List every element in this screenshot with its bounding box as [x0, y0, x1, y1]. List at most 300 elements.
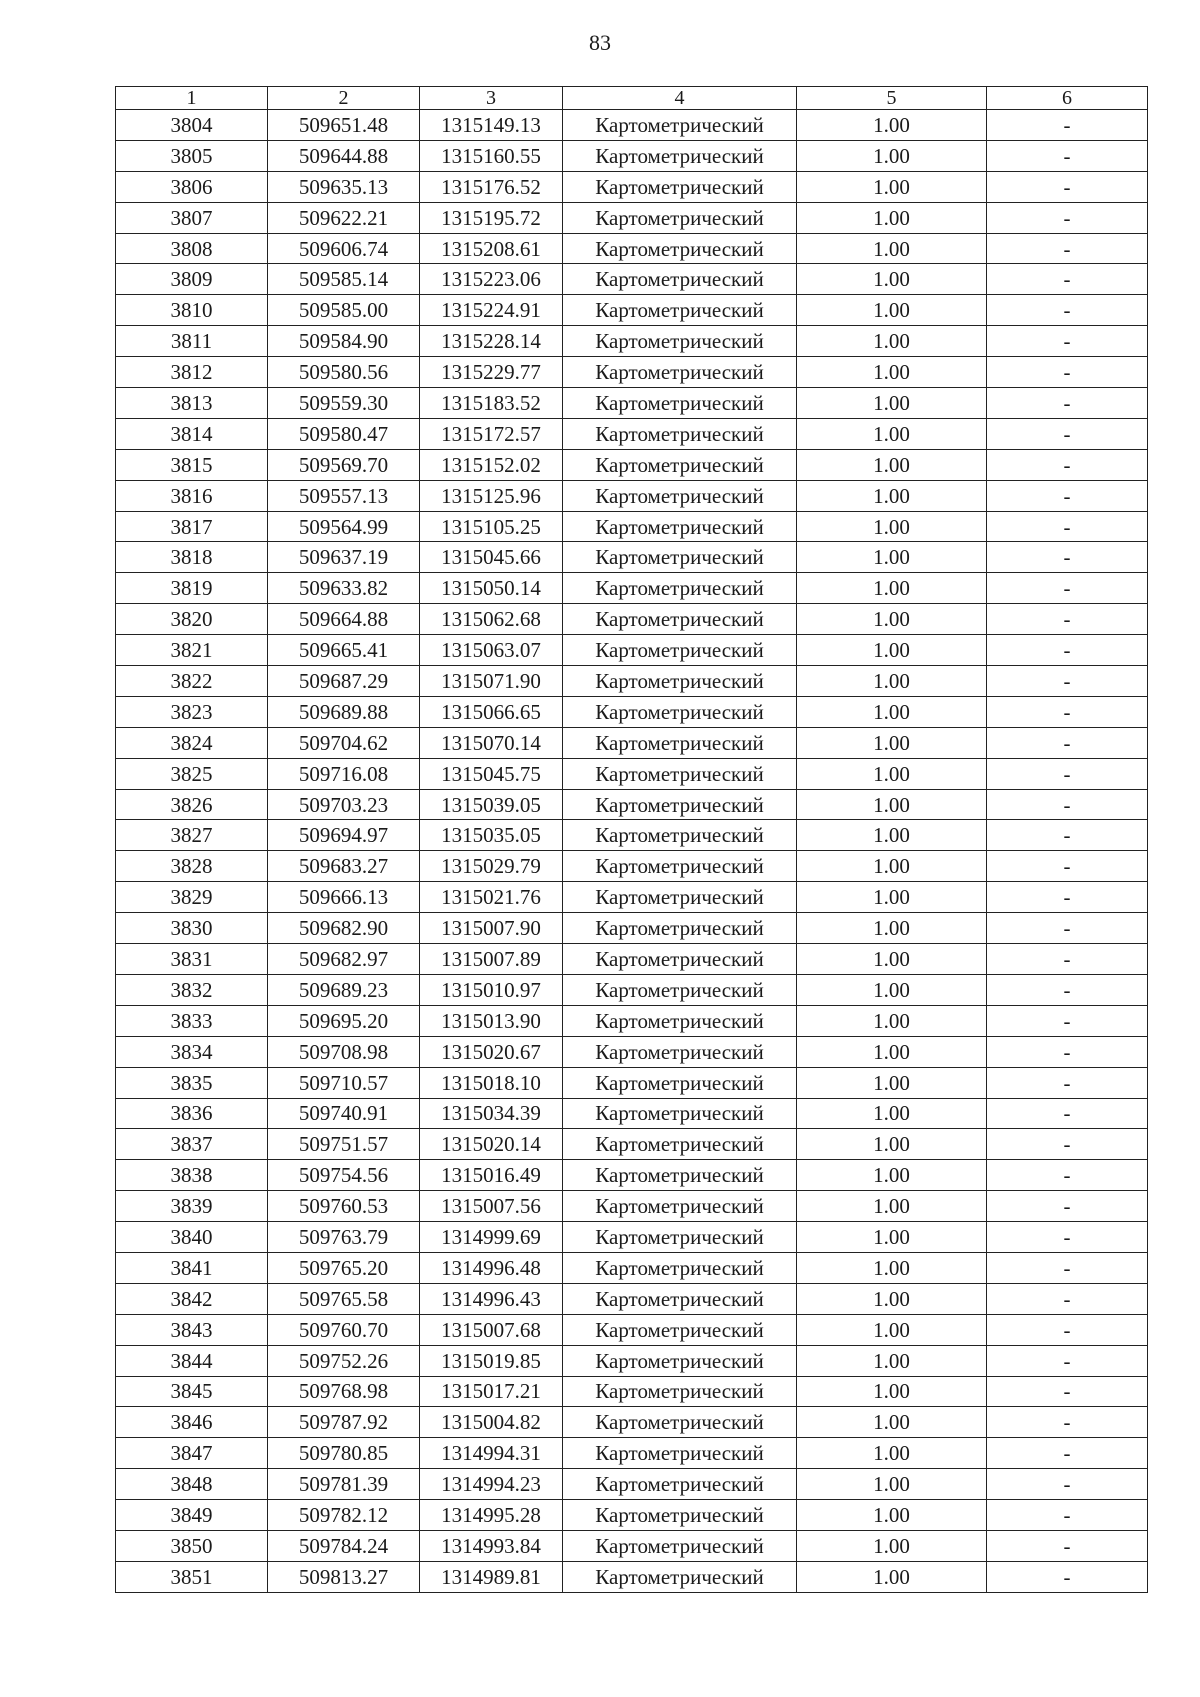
- table-cell: 1.00: [797, 913, 987, 944]
- table-cell: 1.00: [797, 1036, 987, 1067]
- table-cell: 509765.58: [268, 1283, 420, 1314]
- table-cell: 1315007.68: [420, 1314, 563, 1345]
- table-cell: 3807: [116, 202, 268, 233]
- table-cell: 3810: [116, 295, 268, 326]
- table-cell: 3850: [116, 1530, 268, 1561]
- table-cell: 509781.39: [268, 1469, 420, 1500]
- table-cell: 3817: [116, 511, 268, 542]
- table-cell: 1315176.52: [420, 171, 563, 202]
- table-body: [116, 110, 1148, 1593]
- table-cell: -: [987, 418, 1148, 449]
- table-cell: 1315017.21: [420, 1376, 563, 1407]
- table-cell: -: [987, 449, 1148, 480]
- table-cell: -: [987, 1345, 1148, 1376]
- table-cell: -: [987, 171, 1148, 202]
- table-cell: 3828: [116, 851, 268, 882]
- table-cell: 509787.92: [268, 1407, 420, 1438]
- table-cell: 1315149.13: [420, 110, 563, 141]
- table-cell: Картометрический: [563, 974, 797, 1005]
- table-cell: -: [987, 1036, 1148, 1067]
- table-cell: 1315034.39: [420, 1098, 563, 1129]
- table-cell: 1315229.77: [420, 357, 563, 388]
- table-cell: Картометрический: [563, 944, 797, 975]
- table-cell: Картометрический: [563, 1191, 797, 1222]
- table-cell: 3814: [116, 418, 268, 449]
- table-cell: -: [987, 1283, 1148, 1314]
- table-cell: 1.00: [797, 511, 987, 542]
- table-cell: Картометрический: [563, 1469, 797, 1500]
- table-cell: Картометрический: [563, 1160, 797, 1191]
- table-cell: Картометрический: [563, 1500, 797, 1531]
- table-cell: 1.00: [797, 449, 987, 480]
- table-cell: -: [987, 758, 1148, 789]
- table-cell: 1.00: [797, 1283, 987, 1314]
- table-cell: 3809: [116, 264, 268, 295]
- table-cell: 509580.56: [268, 357, 420, 388]
- table-cell: 1315013.90: [420, 1005, 563, 1036]
- table-cell: -: [987, 851, 1148, 882]
- table-cell: 509559.30: [268, 388, 420, 419]
- table-cell: 509760.53: [268, 1191, 420, 1222]
- table-cell: 3834: [116, 1036, 268, 1067]
- table-cell: 1.00: [797, 1469, 987, 1500]
- table-row: [116, 696, 1148, 727]
- table-cell: 3819: [116, 573, 268, 604]
- table-cell: Картометрический: [563, 635, 797, 666]
- table-cell: 3845: [116, 1376, 268, 1407]
- table-cell: 1.00: [797, 1500, 987, 1531]
- table-cell: -: [987, 264, 1148, 295]
- table-cell: 509682.90: [268, 913, 420, 944]
- table-cell: 1315020.67: [420, 1036, 563, 1067]
- table-cell: 1315021.76: [420, 882, 563, 913]
- table-row: [116, 1129, 1148, 1160]
- table-cell: 1315224.91: [420, 295, 563, 326]
- table-cell: 1.00: [797, 388, 987, 419]
- table-cell: 1315172.57: [420, 418, 563, 449]
- table-cell: Картометрический: [563, 1376, 797, 1407]
- table-cell: Картометрический: [563, 511, 797, 542]
- table-cell: 1314994.23: [420, 1469, 563, 1500]
- table-cell: 509664.88: [268, 604, 420, 635]
- table-row: [116, 604, 1148, 635]
- table-cell: 3806: [116, 171, 268, 202]
- table-cell: Картометрический: [563, 1283, 797, 1314]
- table-cell: Картометрический: [563, 1036, 797, 1067]
- table-cell: 1.00: [797, 1222, 987, 1253]
- table-cell: 1.00: [797, 1407, 987, 1438]
- table-cell: 1.00: [797, 1067, 987, 1098]
- table-cell: 3843: [116, 1314, 268, 1345]
- table-cell: -: [987, 696, 1148, 727]
- table-cell: 1.00: [797, 1438, 987, 1469]
- table-cell: -: [987, 1530, 1148, 1561]
- table-cell: -: [987, 1376, 1148, 1407]
- table-cell: Картометрический: [563, 418, 797, 449]
- table-cell: 1315070.14: [420, 727, 563, 758]
- table-cell: -: [987, 1438, 1148, 1469]
- table-row: [116, 666, 1148, 697]
- table-cell: Картометрический: [563, 357, 797, 388]
- page-number: 83: [589, 30, 611, 55]
- table-cell: Картометрический: [563, 233, 797, 264]
- header-row: [116, 87, 1148, 110]
- table-row: [116, 1376, 1148, 1407]
- table-cell: 3816: [116, 480, 268, 511]
- table-cell: 3841: [116, 1252, 268, 1283]
- table-cell: 3823: [116, 696, 268, 727]
- table-cell: 1.00: [797, 573, 987, 604]
- table-row: [116, 110, 1148, 141]
- table-row: [116, 1283, 1148, 1314]
- table-cell: 1315007.90: [420, 913, 563, 944]
- table-row: [116, 449, 1148, 480]
- table-cell: -: [987, 140, 1148, 171]
- table-cell: 1.00: [797, 666, 987, 697]
- table-cell: Картометрический: [563, 480, 797, 511]
- table-cell: 3830: [116, 913, 268, 944]
- table-cell: Картометрический: [563, 171, 797, 202]
- table-cell: 509644.88: [268, 140, 420, 171]
- table-row: [116, 1160, 1148, 1191]
- table-cell: -: [987, 1191, 1148, 1222]
- table-cell: Картометрический: [563, 326, 797, 357]
- table-cell: 1.00: [797, 542, 987, 573]
- table-cell: 1315020.14: [420, 1129, 563, 1160]
- table-cell: Картометрический: [563, 1438, 797, 1469]
- table-row: [116, 1530, 1148, 1561]
- table-cell: 509784.24: [268, 1530, 420, 1561]
- table-cell: -: [987, 1222, 1148, 1253]
- table-row: [116, 1407, 1148, 1438]
- table-cell: 3838: [116, 1160, 268, 1191]
- table-cell: 1.00: [797, 727, 987, 758]
- table-row: [116, 1191, 1148, 1222]
- table-cell: 3815: [116, 449, 268, 480]
- table-cell: -: [987, 388, 1148, 419]
- table-cell: Картометрический: [563, 295, 797, 326]
- table-row: [116, 1314, 1148, 1345]
- table-cell: 509763.79: [268, 1222, 420, 1253]
- table-cell: Картометрический: [563, 1098, 797, 1129]
- table-row: [116, 1500, 1148, 1531]
- table-cell: 3825: [116, 758, 268, 789]
- table-cell: 3811: [116, 326, 268, 357]
- table-cell: 509569.70: [268, 449, 420, 480]
- table-cell: 509740.91: [268, 1098, 420, 1129]
- table-cell: 509782.12: [268, 1500, 420, 1531]
- table-cell: 509585.14: [268, 264, 420, 295]
- table-cell: -: [987, 1067, 1148, 1098]
- table-cell: 1315004.82: [420, 1407, 563, 1438]
- table-cell: 1.00: [797, 1252, 987, 1283]
- table-cell: 3837: [116, 1129, 268, 1160]
- table-cell: 1315062.68: [420, 604, 563, 635]
- column-header: 5: [797, 87, 987, 110]
- table-cell: 1314993.84: [420, 1530, 563, 1561]
- table-cell: 3839: [116, 1191, 268, 1222]
- table-cell: 1315183.52: [420, 388, 563, 419]
- table-cell: 509689.23: [268, 974, 420, 1005]
- table-cell: -: [987, 604, 1148, 635]
- table-cell: -: [987, 511, 1148, 542]
- table-row: [116, 758, 1148, 789]
- table-cell: 509666.13: [268, 882, 420, 913]
- table-cell: 1.00: [797, 789, 987, 820]
- table-cell: 3840: [116, 1222, 268, 1253]
- table-cell: -: [987, 1005, 1148, 1036]
- table-cell: -: [987, 542, 1148, 573]
- table-cell: Картометрический: [563, 727, 797, 758]
- table-cell: 1315029.79: [420, 851, 563, 882]
- table-cell: Картометрический: [563, 789, 797, 820]
- table-cell: 1.00: [797, 418, 987, 449]
- table-row: [116, 202, 1148, 233]
- table-cell: Картометрический: [563, 1067, 797, 1098]
- table-cell: 3829: [116, 882, 268, 913]
- table-row: [116, 1222, 1148, 1253]
- table-cell: 509704.62: [268, 727, 420, 758]
- table-row: [116, 295, 1148, 326]
- table-cell: Картометрический: [563, 542, 797, 573]
- table-row: [116, 233, 1148, 264]
- table-header: [116, 87, 1148, 110]
- table-cell: 1315066.65: [420, 696, 563, 727]
- table-row: [116, 326, 1148, 357]
- table-cell: Картометрический: [563, 820, 797, 851]
- table-cell: 1.00: [797, 604, 987, 635]
- table-cell: 509768.98: [268, 1376, 420, 1407]
- table-cell: -: [987, 202, 1148, 233]
- table-cell: 1.00: [797, 1191, 987, 1222]
- table-cell: 3846: [116, 1407, 268, 1438]
- table-cell: 3826: [116, 789, 268, 820]
- table-cell: 1314989.81: [420, 1561, 563, 1592]
- table-cell: 1.00: [797, 1005, 987, 1036]
- table-cell: 3820: [116, 604, 268, 635]
- table-cell: 1.00: [797, 171, 987, 202]
- table-row: [116, 882, 1148, 913]
- table-row: [116, 1098, 1148, 1129]
- table-row: [116, 1005, 1148, 1036]
- table-cell: 3813: [116, 388, 268, 419]
- table-cell: 509754.56: [268, 1160, 420, 1191]
- table-cell: 1.00: [797, 1160, 987, 1191]
- table-cell: -: [987, 974, 1148, 1005]
- table-cell: 3832: [116, 974, 268, 1005]
- table-cell: -: [987, 1098, 1148, 1129]
- table-cell: 1.00: [797, 233, 987, 264]
- table-cell: 1.00: [797, 202, 987, 233]
- table-row: [116, 1036, 1148, 1067]
- table-cell: -: [987, 1160, 1148, 1191]
- table-cell: Картометрический: [563, 604, 797, 635]
- table-cell: Картометрический: [563, 851, 797, 882]
- table-cell: 1.00: [797, 357, 987, 388]
- table-row: [116, 820, 1148, 851]
- table-row: [116, 388, 1148, 419]
- table-cell: Картометрический: [563, 449, 797, 480]
- table-cell: 509760.70: [268, 1314, 420, 1345]
- table-cell: -: [987, 789, 1148, 820]
- table-cell: Картометрический: [563, 1530, 797, 1561]
- table-cell: 509813.27: [268, 1561, 420, 1592]
- table-cell: 3821: [116, 635, 268, 666]
- table-cell: 3804: [116, 110, 268, 141]
- table-cell: 1.00: [797, 1129, 987, 1160]
- table-cell: 1.00: [797, 295, 987, 326]
- table-cell: -: [987, 480, 1148, 511]
- column-header: 3: [420, 87, 563, 110]
- table-cell: 1315039.05: [420, 789, 563, 820]
- table-cell: 1.00: [797, 882, 987, 913]
- table-cell: 1.00: [797, 1376, 987, 1407]
- table-cell: 1315105.25: [420, 511, 563, 542]
- table-cell: -: [987, 1314, 1148, 1345]
- table-cell: 1314995.28: [420, 1500, 563, 1531]
- table-cell: 1315035.05: [420, 820, 563, 851]
- table-cell: 3831: [116, 944, 268, 975]
- table-cell: 1.00: [797, 110, 987, 141]
- table-cell: -: [987, 1407, 1148, 1438]
- table-cell: 509682.97: [268, 944, 420, 975]
- table-row: [116, 727, 1148, 758]
- table-cell: -: [987, 1129, 1148, 1160]
- table-cell: 3836: [116, 1098, 268, 1129]
- table-cell: -: [987, 233, 1148, 264]
- table-cell: -: [987, 1469, 1148, 1500]
- table-cell: -: [987, 1252, 1148, 1283]
- table-cell: 1.00: [797, 1098, 987, 1129]
- table-row: [116, 789, 1148, 820]
- table-cell: 1315007.89: [420, 944, 563, 975]
- table-cell: 509716.08: [268, 758, 420, 789]
- table-cell: 1315010.97: [420, 974, 563, 1005]
- table-cell: 509584.90: [268, 326, 420, 357]
- table-cell: 1315018.10: [420, 1067, 563, 1098]
- table-row: [116, 171, 1148, 202]
- table-row: [116, 1561, 1148, 1592]
- table-cell: -: [987, 357, 1148, 388]
- table-cell: Картометрический: [563, 388, 797, 419]
- table-cell: 1.00: [797, 140, 987, 171]
- table-row: [116, 1252, 1148, 1283]
- table-cell: 509710.57: [268, 1067, 420, 1098]
- table-cell: 1.00: [797, 696, 987, 727]
- table-cell: -: [987, 1561, 1148, 1592]
- table-cell: 1.00: [797, 851, 987, 882]
- table-cell: -: [987, 295, 1148, 326]
- table-cell: Картометрический: [563, 140, 797, 171]
- table-cell: -: [987, 326, 1148, 357]
- table-cell: -: [987, 882, 1148, 913]
- table-cell: 509564.99: [268, 511, 420, 542]
- table-cell: -: [987, 666, 1148, 697]
- table-cell: 509708.98: [268, 1036, 420, 1067]
- table-cell: 1315071.90: [420, 666, 563, 697]
- table-row: [116, 635, 1148, 666]
- table-cell: 1315152.02: [420, 449, 563, 480]
- table-cell: 1.00: [797, 1345, 987, 1376]
- table-cell: 3827: [116, 820, 268, 851]
- table-cell: Картометрический: [563, 1345, 797, 1376]
- table-cell: 3805: [116, 140, 268, 171]
- table-row: [116, 851, 1148, 882]
- table-cell: 1315228.14: [420, 326, 563, 357]
- table-row: [116, 944, 1148, 975]
- table-cell: 509633.82: [268, 573, 420, 604]
- table-row: [116, 1345, 1148, 1376]
- table-cell: Картометрический: [563, 1252, 797, 1283]
- table-row: [116, 1067, 1148, 1098]
- table-cell: -: [987, 944, 1148, 975]
- table-cell: 509635.13: [268, 171, 420, 202]
- table-cell: 1314999.69: [420, 1222, 563, 1253]
- table-cell: 509606.74: [268, 233, 420, 264]
- table-cell: 3822: [116, 666, 268, 697]
- table-cell: 1315125.96: [420, 480, 563, 511]
- table-cell: 509622.21: [268, 202, 420, 233]
- table-cell: 509557.13: [268, 480, 420, 511]
- coordinates-table: [115, 86, 1148, 1593]
- table-cell: Картометрический: [563, 1222, 797, 1253]
- table-cell: 1.00: [797, 326, 987, 357]
- table-cell: 1315050.14: [420, 573, 563, 604]
- table-cell: -: [987, 635, 1148, 666]
- table-cell: 509752.26: [268, 1345, 420, 1376]
- table-cell: 1315160.55: [420, 140, 563, 171]
- table-cell: 509695.20: [268, 1005, 420, 1036]
- table-cell: 1315007.56: [420, 1191, 563, 1222]
- column-header: 4: [563, 87, 797, 110]
- table-cell: 1.00: [797, 820, 987, 851]
- table-cell: 509703.23: [268, 789, 420, 820]
- table-row: [116, 264, 1148, 295]
- table-cell: 3824: [116, 727, 268, 758]
- table-cell: 3818: [116, 542, 268, 573]
- column-header: 1: [116, 87, 268, 110]
- table-cell: Картометрический: [563, 1407, 797, 1438]
- table-cell: 509687.29: [268, 666, 420, 697]
- table-cell: 1314994.31: [420, 1438, 563, 1469]
- table-cell: 1315223.06: [420, 264, 563, 295]
- table-row: [116, 913, 1148, 944]
- table-cell: Картометрический: [563, 1005, 797, 1036]
- table-cell: Картометрический: [563, 110, 797, 141]
- table-cell: -: [987, 820, 1148, 851]
- table-cell: 509765.20: [268, 1252, 420, 1283]
- table-cell: 3848: [116, 1469, 268, 1500]
- table-cell: 1315195.72: [420, 202, 563, 233]
- table-cell: 509689.88: [268, 696, 420, 727]
- table-cell: 509665.41: [268, 635, 420, 666]
- table-cell: 1.00: [797, 758, 987, 789]
- table-cell: 509637.19: [268, 542, 420, 573]
- table-cell: 1.00: [797, 1530, 987, 1561]
- table-cell: 1314996.43: [420, 1283, 563, 1314]
- table-cell: 509651.48: [268, 110, 420, 141]
- column-header: 2: [268, 87, 420, 110]
- table-cell: 3812: [116, 357, 268, 388]
- table-row: [116, 1438, 1148, 1469]
- table-cell: Картометрический: [563, 1561, 797, 1592]
- table-row: [116, 480, 1148, 511]
- table-cell: -: [987, 727, 1148, 758]
- table-cell: 3847: [116, 1438, 268, 1469]
- table-cell: 1315019.85: [420, 1345, 563, 1376]
- table-cell: Картометрический: [563, 913, 797, 944]
- table-cell: 1.00: [797, 974, 987, 1005]
